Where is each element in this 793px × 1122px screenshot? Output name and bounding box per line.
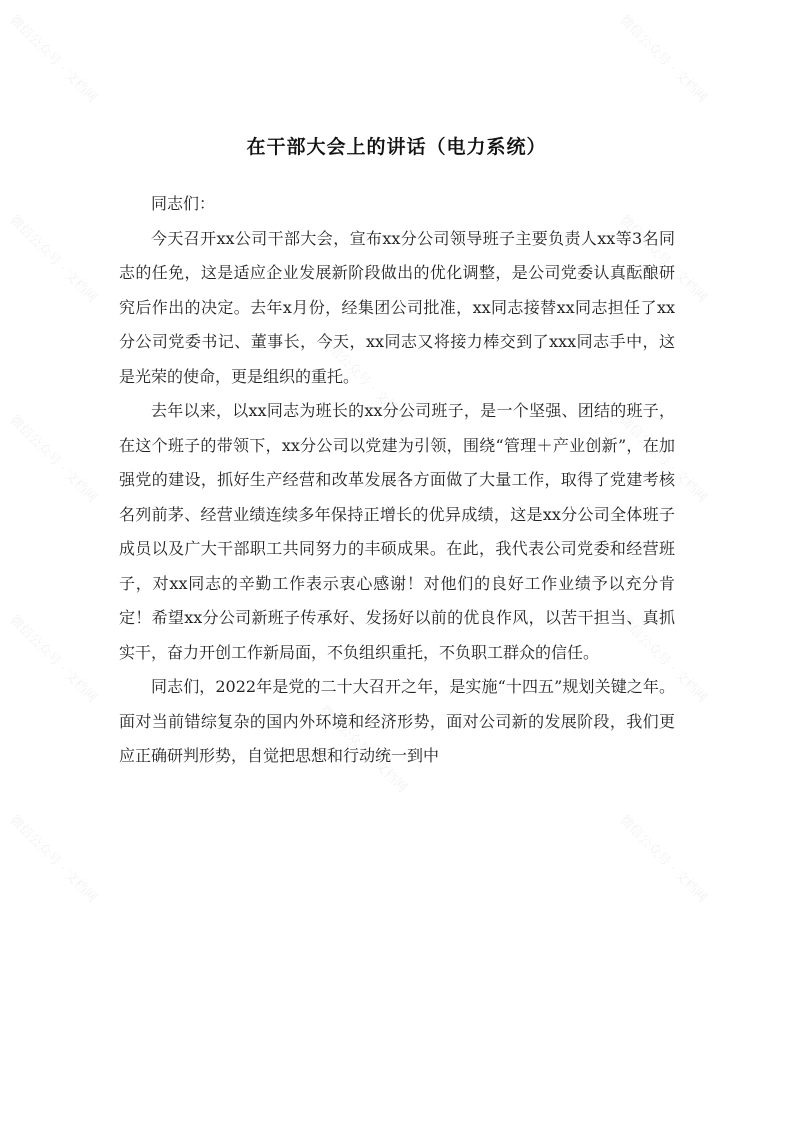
watermark-text: 微信公众号 · 文档网 [6, 12, 100, 106]
document-title: 在干部大会上的讲话（电力系统） [246, 136, 547, 158]
watermark-text: 微信公众号 · 文档网 [616, 412, 710, 506]
watermark-text: 微信公众号 · 文档网 [616, 12, 710, 106]
body-paragraph: 同志们，2022年是党的二十大召开之年，是实施“十四五”规划关键之年。面对当前错综复杂的国内外环境和经济形势，面对公司新的发展阶段，我们更应正确研判形势，自觉把思想和行动统一到中 [119, 677, 675, 765]
document-body [119, 187, 675, 774]
watermark-text: 微信公众号 · 文档网 [6, 412, 100, 506]
watermark-text: 微信公众号 · 文档网 [616, 612, 710, 706]
watermark-text: 微信公众号 · 文档网 [316, 332, 410, 426]
watermark-text: 微信公众号 · 文档网 [616, 212, 710, 306]
watermark-text: 微信公众号 · 文档网 [6, 612, 100, 706]
watermark-text: 微信公众号 · 文档网 [6, 212, 100, 306]
body-paragraph: 去年以来，以xx同志为班长的xx分公司班子，是一个坚强、团结的班子，在这个班子的带领下，xx分公司以党建为引领，围绕“管理＋产业创新”，在加强党的建设，抓好生产经营和改革发展各方面做了大量工作，取得了党建考核名列前茅、经营业绩连续多年保持正增长的优异成绩，这是xx分公司全体班子成员以及广大干部职工共同努力的丰硕成果。在此，我代表公司党委和经营班子，对xx同志的辛勤工作表示衷心感谢！对他们的良好工作业绩予以充分肯定！希望xx分公司新班子传承好、发扬好以前的优良作风，以苦干担当、真抓实干，奋力开创工作新局面，不负组织重托，不负职工群众的信任。 [119, 401, 675, 662]
watermark-text: 微信公众号 · 文档网 [316, 702, 410, 796]
watermark-text: 微信公众号 · 文档网 [6, 812, 100, 906]
body-paragraph: 今天召开xx公司干部大会，宣布xx分公司领导班子主要负责人xx等3名同志的任免，这是适应企业发展新阶段做出的优化调整，是公司党委认真酝酿研究后作出的决定。去年x月份，经集团公司批准，xx同志接替xx同志担任了xx分公司党委书记、董事长，今天，xx同志又将接力棒交到了xxx同志手中，这是光荣的使命，更是组织的重托。 [119, 228, 675, 386]
watermark-text: 微信公众号 · 文档网 [616, 812, 710, 906]
salutation-paragraph: 同志们： [151, 194, 216, 213]
